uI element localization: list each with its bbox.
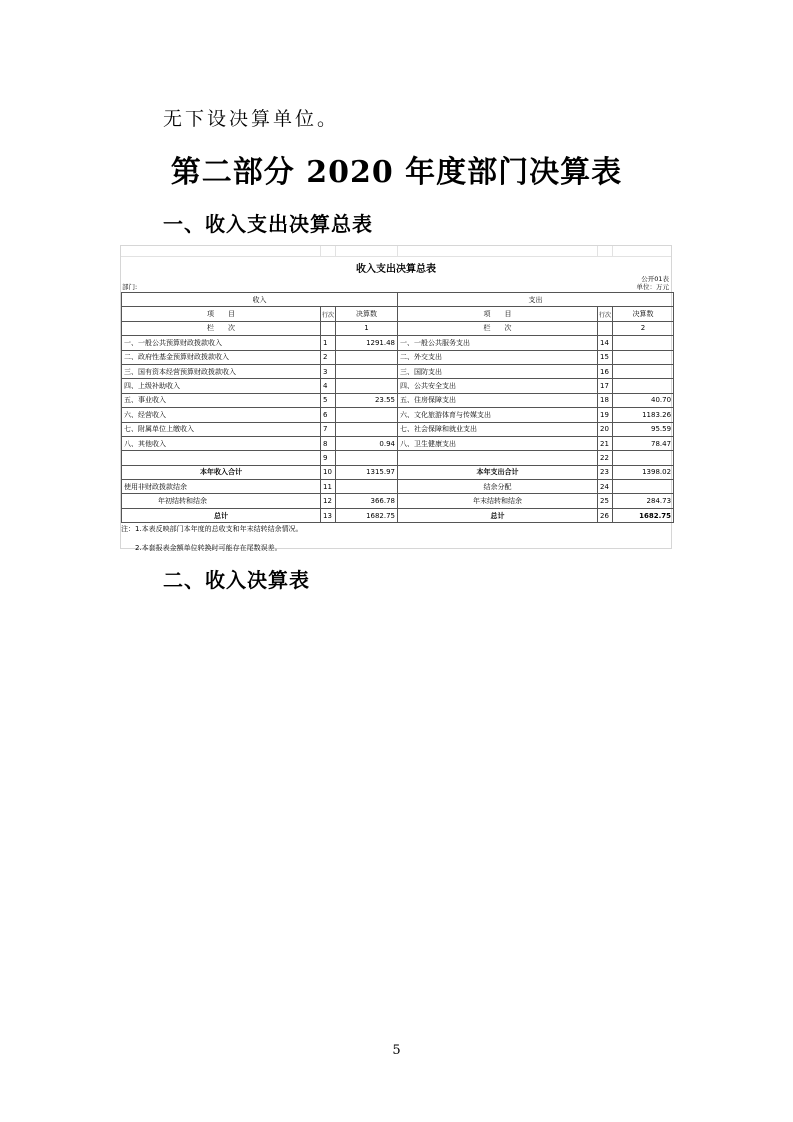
total-year-expense-label: 本年支出合计 [398, 465, 598, 479]
expense-item: 五、住房保障支出 [398, 393, 598, 407]
empty-cell [613, 480, 674, 494]
expense-value [613, 336, 674, 350]
total-year-income-line: 10 [321, 465, 336, 479]
col-line-right: 行次 [598, 307, 613, 321]
col-index-left: 1 [336, 321, 398, 335]
expense-value: 95.59 [613, 422, 674, 436]
note-2: 2.本套报表金额单位转换时可能存在尾数误差。 [135, 544, 282, 553]
expense-item: 六、文化旅游体育与传媒支出 [398, 408, 598, 422]
balance-row [122, 494, 674, 508]
table-row [122, 451, 674, 465]
header-row [122, 293, 674, 307]
col-item-right: 项 目 [398, 307, 598, 321]
expense-item [398, 451, 598, 465]
income-line: 1 [321, 336, 336, 350]
income-value [336, 408, 398, 422]
income-line: 6 [321, 408, 336, 422]
income-value [336, 422, 398, 436]
income-header: 收入 [122, 293, 398, 307]
income-line: 5 [321, 393, 336, 407]
begin-balance-line: 12 [321, 494, 336, 508]
unit-label: 单位：万元 [636, 283, 669, 291]
income-line: 8 [321, 436, 336, 450]
expense-header: 支出 [398, 293, 674, 307]
income-item: 五、事业收入 [122, 393, 321, 407]
col-amount: 决算数 [336, 307, 398, 321]
income-value: 0.94 [336, 436, 398, 450]
expense-item: 八、卫生健康支出 [398, 436, 598, 450]
income-value [336, 379, 398, 393]
budget-summary-sheet [120, 245, 672, 553]
table-code: 公开01表 [641, 275, 669, 283]
page-number: 5 [392, 1043, 401, 1058]
index-row [122, 321, 674, 335]
nonfiscal-label: 使用非财政拨款结余 [122, 480, 321, 494]
table-meta [121, 274, 671, 292]
nonfiscal-line: 11 [321, 480, 336, 494]
sheet-grid-header [121, 246, 671, 257]
income-value: 1291.48 [336, 336, 398, 350]
total-year-expense-line: 23 [598, 465, 613, 479]
grand-total-value-left: 1682.75 [336, 508, 398, 522]
expense-line: 15 [598, 350, 613, 364]
expense-item: 一、一般公共服务支出 [398, 336, 598, 350]
expense-line: 19 [598, 408, 613, 422]
end-balance-value: 284.73 [613, 494, 674, 508]
table-row [122, 364, 674, 378]
expense-value: 78.47 [613, 436, 674, 450]
table-row [122, 408, 674, 422]
table-row [122, 422, 674, 436]
expense-line: 21 [598, 436, 613, 450]
expense-line: 20 [598, 422, 613, 436]
income-line: 4 [321, 379, 336, 393]
grand-total-line-left: 13 [321, 508, 336, 522]
nonfiscal-row [122, 480, 674, 494]
expense-line: 18 [598, 393, 613, 407]
col-line: 行次 [321, 307, 336, 321]
col-index-right: 2 [613, 321, 674, 335]
income-item: 六、经营收入 [122, 408, 321, 422]
note-1: 注：1.本表反映部门本年度的总收支和年末结转结余情况。 [121, 525, 303, 534]
income-item: 二、政府性基金预算财政拨款收入 [122, 350, 321, 364]
total-year-row [122, 465, 674, 479]
total-year-income-value: 1315.97 [336, 465, 398, 479]
column-header-row [122, 307, 674, 321]
empty-cell [321, 321, 336, 335]
end-balance-label: 年末结转和结余 [398, 494, 598, 508]
begin-balance-label: 年初结转和结余 [122, 494, 321, 508]
expense-line: 14 [598, 336, 613, 350]
expense-line: 22 [598, 451, 613, 465]
summary-table [121, 292, 674, 523]
income-line: 2 [321, 350, 336, 364]
expense-item: 七、社会保障和就业支出 [398, 422, 598, 436]
dept-label: 部门: [122, 283, 138, 291]
table-row [122, 379, 674, 393]
expense-item: 二、外交支出 [398, 350, 598, 364]
grand-total-value-right: 1682.75 [613, 508, 674, 522]
income-item [122, 451, 321, 465]
empty-cell [336, 480, 398, 494]
col-amount-right: 决算数 [613, 307, 674, 321]
income-value [336, 451, 398, 465]
table-row [122, 350, 674, 364]
grand-total-label-left: 总计 [122, 508, 321, 522]
income-line: 3 [321, 364, 336, 378]
begin-balance-value: 366.78 [336, 494, 398, 508]
end-balance-line: 25 [598, 494, 613, 508]
total-year-income-label: 本年收入合计 [122, 465, 321, 479]
row-label-left: 栏 次 [122, 321, 321, 335]
table-title: 收入支出决算总表 [356, 264, 436, 275]
expense-item: 四、公共安全支出 [398, 379, 598, 393]
income-value [336, 364, 398, 378]
table-row [122, 336, 674, 350]
empty-cell [598, 321, 613, 335]
income-item: 八、其他收入 [122, 436, 321, 450]
grand-total-label-right: 总计 [398, 508, 598, 522]
table-notes [121, 523, 671, 555]
expense-value [613, 451, 674, 465]
income-value: 23.55 [336, 393, 398, 407]
expense-value [613, 350, 674, 364]
income-item: 四、上级补助收入 [122, 379, 321, 393]
income-item: 七、附属单位上缴收入 [122, 422, 321, 436]
section1-title: 一、收入支出决算总表 [163, 212, 373, 236]
col-item: 项 目 [122, 307, 321, 321]
grand-total-line-right: 26 [598, 508, 613, 522]
expense-line: 16 [598, 364, 613, 378]
income-value [336, 350, 398, 364]
surplus-alloc-label: 结余分配 [398, 480, 598, 494]
part-title: 第二部分 2020 年度部门决算表 [170, 155, 623, 190]
table-row [122, 436, 674, 450]
income-line: 9 [321, 451, 336, 465]
expense-value: 1183.26 [613, 408, 674, 422]
income-line: 7 [321, 422, 336, 436]
total-year-expense-value: 1398.02 [613, 465, 674, 479]
section2-title: 二、收入决算表 [163, 568, 310, 592]
expense-value: 40.70 [613, 393, 674, 407]
surplus-alloc-line: 24 [598, 480, 613, 494]
table-row [122, 393, 674, 407]
income-item: 一、一般公共预算财政拨款收入 [122, 336, 321, 350]
grand-total-row [122, 508, 674, 522]
expense-value [613, 379, 674, 393]
expense-item: 三、国防支出 [398, 364, 598, 378]
row-label-right: 栏 次 [398, 321, 598, 335]
expense-value [613, 364, 674, 378]
income-item: 三、国有资本经营预算财政拨款收入 [122, 364, 321, 378]
expense-line: 17 [598, 379, 613, 393]
intro-text: 无下设决算单位。 [163, 108, 340, 130]
